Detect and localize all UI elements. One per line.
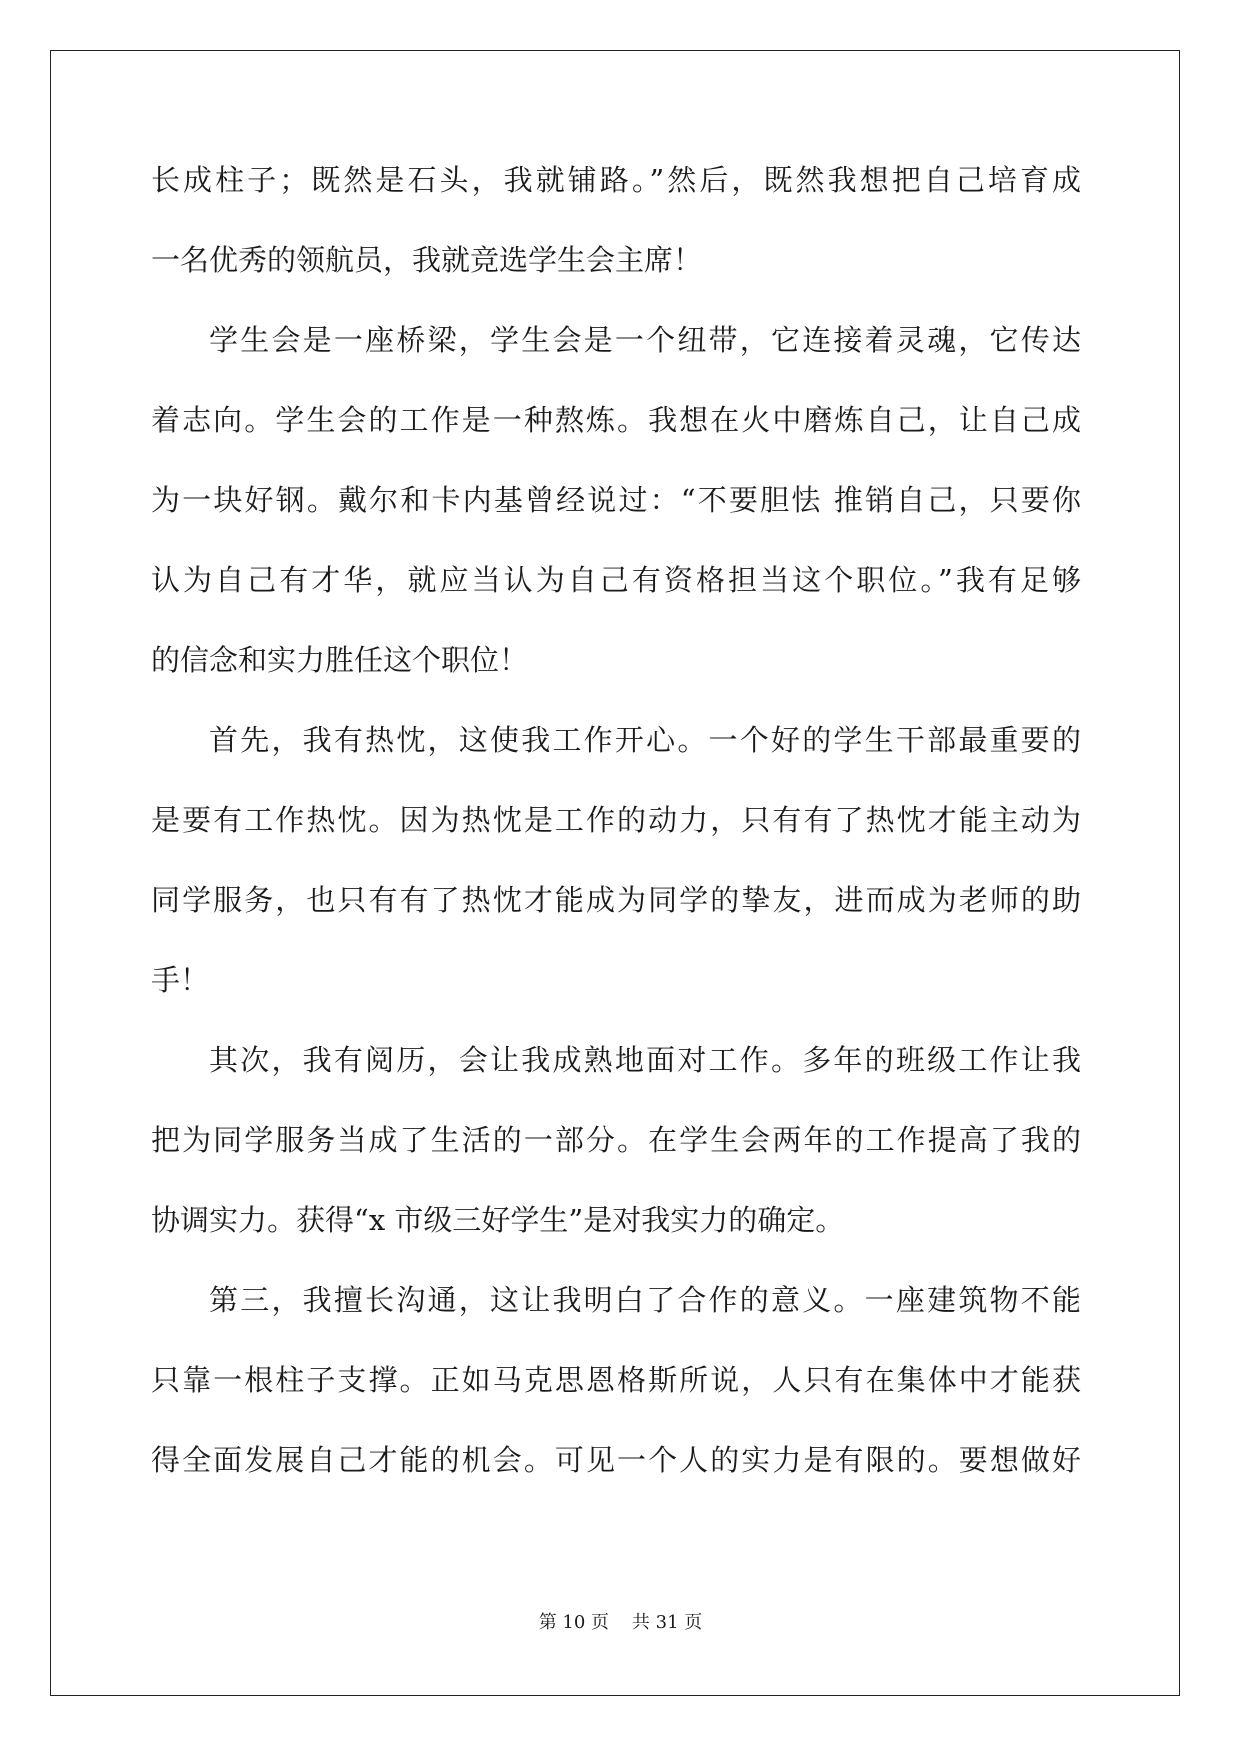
text-line: 是要有工作热忱。因为热忱是工作的动力，只有有了热忱才能主动为 <box>151 803 1081 837</box>
text-line: 只靠一根柱子支撑。正如马克思恩格斯所说，人只有在集体中才能获 <box>151 1363 1081 1397</box>
text-line: 着志向。学生会的工作是一种熬炼。我想在火中磨炼自己，让自己成 <box>151 403 1081 437</box>
document-body <box>151 160 1081 1520</box>
text-line: 为一块好钢。戴尔和卡内基曾经说过：“不要胆怯 推销自己，只要你 <box>151 483 1081 517</box>
text-line: 把为同学服务当成了生活的一部分。在学生会两年的工作提高了我的 <box>151 1123 1081 1157</box>
text-line: 第三，我擅长沟通，这让我明白了合作的意义。一座建筑物不能 <box>209 1283 1081 1317</box>
text-line: 其次，我有阅历，会让我成熟地面对工作。多年的班级工作让我 <box>209 1043 1081 1077</box>
text-line: 的信念和实力胜任这个职位！ <box>151 643 529 677</box>
text-line: 协调实力。获得“x 市级三好学生”是对我实力的确定。 <box>151 1203 845 1237</box>
text-line: 手！ <box>151 963 210 997</box>
text-line: 长成柱子；既然是石头，我就铺路。”然后，既然我想把自己培育成 <box>151 163 1081 197</box>
text-line: 认为自己有才华，就应当认为自己有资格担当这个职位。”我有足够 <box>151 563 1081 597</box>
text-line: 学生会是一座桥梁，学生会是一个纽带，它连接着灵魂，它传达 <box>209 323 1081 357</box>
text-line: 一名优秀的领航员，我就竞选学生会主席！ <box>151 243 703 277</box>
text-line: 首先，我有热忱，这使我工作开心。一个好的学生干部最重要的 <box>209 723 1081 757</box>
text-line: 得全面发展自己才能的机会。可见一个人的实力是有限的。要想做好 <box>151 1443 1081 1477</box>
page-footer: 第 10 页 共 31 页 <box>538 1612 703 1633</box>
text-line: 同学服务，也只有有了热忱才能成为同学的挚友，进而成为老师的助 <box>151 883 1081 917</box>
